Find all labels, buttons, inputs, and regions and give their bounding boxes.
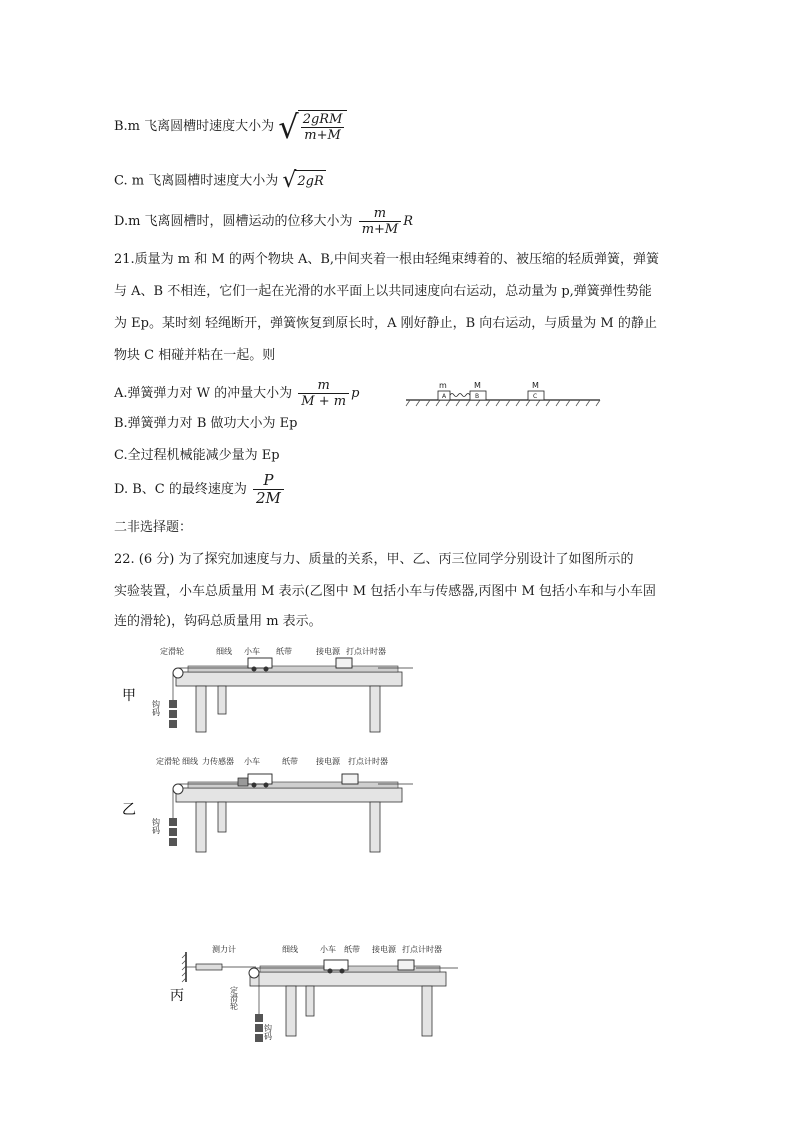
q22-text-line-2: 实验装置，小车总质量用 M 表示(乙图中 M 包括小车与传感器,丙图中 M 包括小车和与小车固	[114, 584, 656, 599]
weight	[255, 1024, 263, 1032]
svg-text:B: B	[475, 393, 480, 400]
q21-option-b: B.弹簧弹力对 B 做功大小为 Ep	[114, 416, 298, 431]
q21-option-c: C.全过程机械能减少量为 Ep	[114, 448, 280, 463]
timer	[398, 960, 414, 970]
svg-text:细线: 细线	[282, 945, 298, 954]
figure-bing	[166, 938, 466, 1058]
q21-option-d: D. B、C 的最终速度为 $\frac{P}{2M}$	[114, 472, 286, 507]
pulley	[173, 668, 183, 678]
q21-text-line-1: 21.质量为 m 和 M 的两个物块 A、B,中间夹着一根由轻绳束缚着的、被压缩的轻质弹簧，弹簧	[114, 252, 660, 267]
fraction: $\frac{P}{2M}$	[253, 472, 284, 507]
svg-text:丙: 丙	[170, 988, 184, 1004]
q20-option-d: D.m 飞离圆槽时，圆槽运动的位移大小为 $\frac{m}{m+M}$ R	[114, 206, 414, 237]
svg-text:纸带: 纸带	[276, 647, 292, 656]
spring-scale	[196, 964, 222, 970]
svg-text:接电源: 接电源	[316, 647, 340, 656]
timer	[336, 658, 352, 668]
q20-option-b: B.m 飞离圆槽时速度大小为 √ $\frac{\text{2gRM}}{m+M}$	[114, 110, 347, 143]
section-heading: 二非选择题：	[114, 520, 193, 535]
q22-text-line-3: 连的滑轮)，钩码总质量用 m 表示。	[114, 614, 322, 629]
sqrt-expression: √ 2gR	[282, 168, 324, 193]
weight	[255, 1014, 263, 1022]
q21-text-line-4: 物块 C 相碰并粘在一起。则	[114, 348, 276, 363]
svg-text:接电源: 接电源	[316, 757, 340, 766]
q21-option-a: A.弹簧弹力对 W 的冲量大小为 $\frac{m}{M + m}$ p	[114, 378, 360, 409]
weight	[169, 700, 177, 708]
q21-blocks-figure	[404, 378, 604, 408]
cart	[324, 960, 348, 970]
weight	[169, 818, 177, 826]
svg-text:接电源: 接电源	[372, 945, 396, 954]
timer	[342, 774, 358, 784]
svg-text:定滑轮: 定滑轮	[160, 647, 184, 656]
svg-text:细线: 细线	[216, 647, 232, 656]
pulley	[173, 784, 183, 794]
svg-text:纸带: 纸带	[344, 945, 360, 954]
fraction: $\frac{m}{m+M}$	[359, 206, 402, 237]
svg-text:定滑轮: 定滑轮	[229, 986, 239, 1010]
svg-text:钩码: 钩码	[151, 818, 161, 834]
weight	[169, 838, 177, 846]
weight	[169, 710, 177, 718]
svg-text:纸带: 纸带	[282, 757, 298, 766]
spring	[450, 394, 470, 397]
sqrt-expression: √ $\frac{\text{2gRM}}{m+M}$	[278, 110, 347, 143]
q20-option-c: C. m 飞离圆槽时速度大小为 √ 2gR	[114, 168, 324, 193]
pulley	[249, 968, 259, 978]
svg-text:打点计时器: 打点计时器	[348, 757, 388, 766]
q22-text-line-1: 22. (6 分) 为了探究加速度与力、质量的关系，甲、乙、丙三位同学分别设计了如图所示的	[114, 552, 634, 567]
svg-text:力传感器: 力传感器	[202, 757, 234, 766]
svg-text:定滑轮: 定滑轮	[156, 757, 180, 766]
svg-text:小车: 小车	[244, 757, 260, 766]
svg-text:M: M	[532, 381, 539, 390]
svg-text:钩码: 钩码	[151, 700, 161, 716]
cart	[248, 658, 272, 668]
cart	[248, 774, 272, 784]
weight	[169, 720, 177, 728]
svg-text:小车: 小车	[244, 647, 260, 656]
weight	[169, 828, 177, 836]
svg-text:钩码: 钩码	[263, 1024, 273, 1040]
svg-text:M: M	[474, 381, 481, 390]
svg-text:m: m	[439, 381, 447, 390]
svg-text:小车: 小车	[320, 945, 336, 954]
q21-text-line-2: 与 A、B 不相连，它们一起在光滑的水平面上以共同速度向右运动，总动量为 p,弹簧弹性势能	[114, 284, 652, 299]
svg-text:打点计时器: 打点计时器	[346, 647, 386, 656]
svg-text:乙: 乙	[122, 802, 136, 818]
force-sensor	[238, 778, 248, 786]
svg-text:测力计: 测力计	[212, 945, 236, 954]
svg-text:细线: 细线	[182, 757, 198, 766]
svg-text:甲: 甲	[122, 688, 136, 704]
weight	[255, 1034, 263, 1042]
svg-text:C: C	[533, 393, 538, 400]
figure-jia	[118, 640, 418, 740]
figure-yi	[118, 752, 418, 862]
svg-text:打点计时器: 打点计时器	[402, 945, 442, 954]
svg-text:A: A	[442, 393, 447, 400]
fraction: $\frac{m}{M + m}$	[298, 378, 349, 409]
q21-text-line-3: 为 Ep。某时刻 轻绳断开，弹簧恢复到原长时，A 刚好静止，B 向右运动，与质量为 M 的静止	[114, 316, 657, 331]
